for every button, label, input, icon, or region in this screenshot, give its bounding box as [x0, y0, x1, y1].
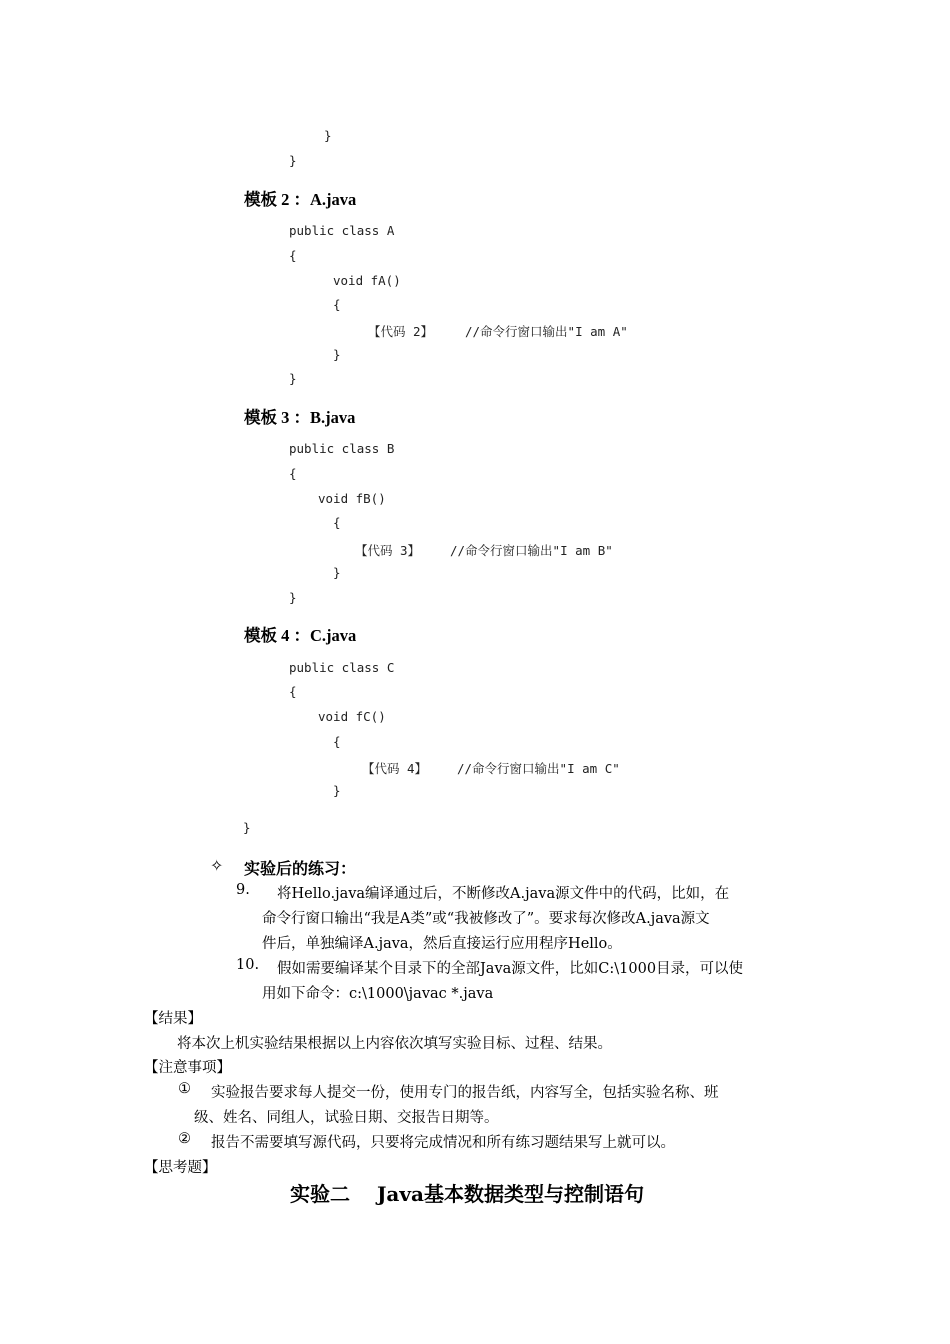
code-line: void fC()	[318, 709, 386, 724]
list-item-text: 用如下命令：c:\1000\javac *.java	[262, 986, 494, 1002]
code-line: }	[243, 820, 251, 835]
notes-heading: 【注意事项】	[144, 1060, 231, 1076]
result-text: 将本次上机实验结果根据以上内容依次填写实验目标、过程、结果。	[177, 1036, 612, 1052]
template-3-heading: 模板 3 ：B.java	[244, 408, 356, 427]
list-item-number: ②	[178, 1131, 191, 1147]
exercises-heading: 实验后的练习：	[244, 859, 357, 878]
list-item-number: ①	[178, 1081, 191, 1097]
code-line: {	[333, 734, 341, 749]
code-line: {	[289, 248, 297, 263]
list-item-text: 假如需要编译某个目录下的全部Java源文件，比如C:\1000目录，可以使	[277, 961, 744, 977]
code-brace: }	[289, 153, 297, 168]
list-item-text: 件后，单独编译A.java，然后直接运行应用程序Hello。	[262, 936, 622, 952]
code-line: public class A	[289, 223, 395, 238]
code-line: void fA()	[333, 273, 401, 288]
code-comment: //命令行窗口输出"I am C"	[457, 761, 620, 776]
list-item-number: 10.	[236, 957, 260, 973]
code-line: void fB()	[318, 491, 386, 506]
code-line: }	[289, 371, 297, 386]
code-placeholder: 【代码 3】	[355, 543, 421, 558]
code-line: }	[333, 347, 341, 362]
template-2-heading: 模板 2 ：A.java	[244, 190, 357, 209]
code-line: public class C	[289, 660, 395, 675]
diamond-bullet-icon: ✧	[210, 856, 224, 875]
list-item-text: 将Hello.java编译通过后，不断修改A.java源文件中的代码，比如，在	[277, 886, 730, 902]
code-placeholder: 【代码 2】	[368, 324, 434, 339]
code-line: public class B	[289, 441, 395, 456]
code-line: {	[289, 684, 297, 699]
list-item-text: 报告不需要填写源代码，只要将完成情况和所有练习题结果写上就可以。	[211, 1135, 675, 1151]
list-item-text: 实验报告要求每人提交一份，使用专门的报告纸，内容写全，包括实验名称、班	[211, 1085, 719, 1101]
next-experiment-title: 实验二 Java基本数据类型与控制语句	[290, 1182, 644, 1206]
code-comment: //命令行窗口输出"I am B"	[450, 543, 613, 558]
code-placeholder: 【代码 4】	[362, 761, 428, 776]
list-item-text: 级、姓名、同组人，试验日期、交报告日期等。	[194, 1110, 499, 1126]
code-line: {	[333, 515, 341, 530]
thinking-heading: 【思考题】	[144, 1160, 217, 1176]
list-item-text: 命令行窗口输出“我是A类”或“我被修改了”。要求每次修改A.java源文	[262, 911, 710, 927]
template-4-heading: 模板 4 ：C.java	[244, 626, 357, 645]
code-comment: //命令行窗口输出"I am A"	[465, 324, 628, 339]
code-line: {	[333, 297, 341, 312]
code-line: {	[289, 466, 297, 481]
result-heading: 【结果】	[144, 1011, 202, 1027]
code-line: }	[333, 565, 341, 580]
list-item-number: 9.	[236, 882, 250, 898]
code-brace: }	[324, 128, 332, 143]
code-line: }	[333, 783, 341, 798]
code-line: }	[289, 590, 297, 605]
